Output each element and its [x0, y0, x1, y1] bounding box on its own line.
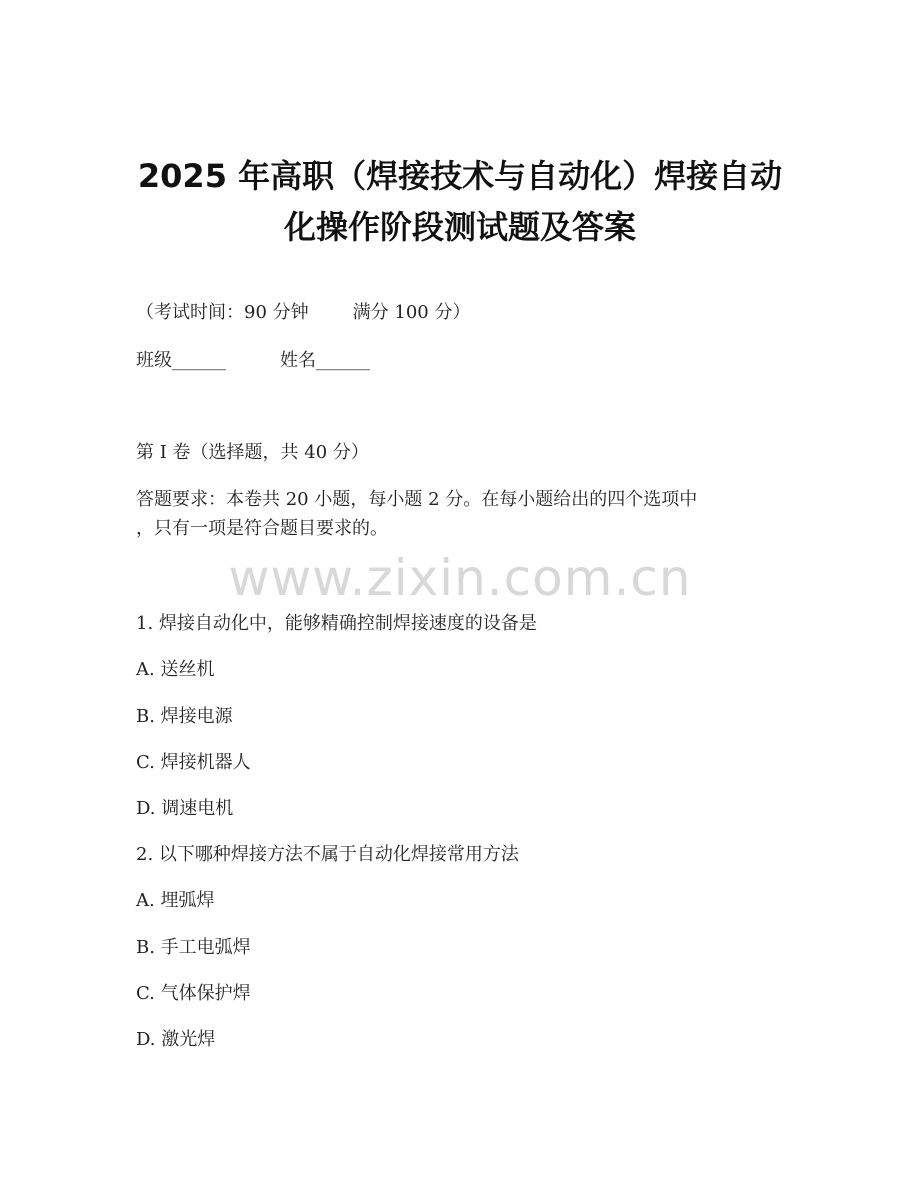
section-requirement-line-1: 答题要求：本卷共 20 小题，每小题 2 分。在每小题给出的四个选项中: [136, 489, 698, 510]
watermark: www.zixin.com.cn: [228, 549, 692, 607]
document-title-line-2: 化操作阶段测试题及答案: [283, 208, 636, 246]
document-title-line-1: 2025 年高职（焊接技术与自动化）焊接自动: [137, 157, 783, 195]
question-1-option-a: A. 送丝机: [136, 659, 215, 680]
section-heading: 第 I 卷（选择题，共 40 分）: [136, 442, 369, 463]
question-2-option-d: D. 激光焊: [136, 1029, 216, 1050]
question-2-option-c: C. 气体保护焊: [136, 983, 251, 1004]
question-2: 2. 以下哪种焊接方法不属于自动化焊接常用方法: [136, 844, 519, 865]
exam-full-score: 满分 100 分）: [352, 302, 471, 323]
question-2-option-a: A. 埋弧焊: [136, 890, 215, 911]
name-field: 姓名______: [280, 350, 370, 371]
class-field: 班级______: [136, 350, 226, 371]
student-fields: [136, 352, 370, 370]
section-requirement-line-2: ，只有一项是符合题目要求的。: [136, 518, 388, 539]
question-1-option-c: C. 焊接机器人: [136, 752, 251, 773]
question-1: 1. 焊接自动化中，能够精确控制焊接速度的设备是: [136, 613, 537, 634]
question-1-option-d: D. 调速电机: [136, 798, 234, 819]
exam-time: （考试时间：90 分钟: [136, 302, 309, 323]
question-2-option-b: B. 手工电弧焊: [136, 937, 251, 958]
exam-info: [136, 304, 470, 322]
question-1-option-b: B. 焊接电源: [136, 706, 233, 727]
